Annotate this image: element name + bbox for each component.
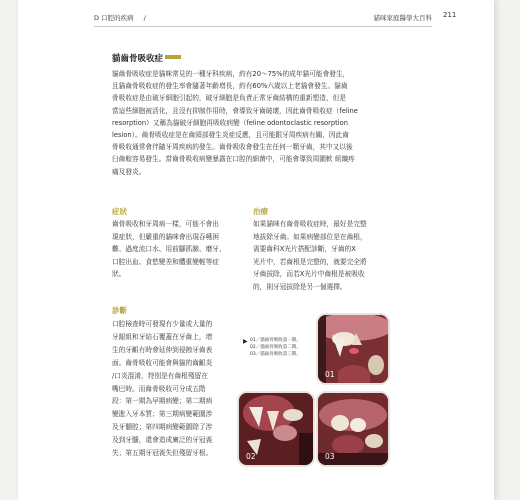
diagnosis-line: 牙龈組和牙結石覆蓋在牙齒上，增 xyxy=(112,332,213,341)
title-accent-bar xyxy=(165,55,181,59)
diagnosis-line: 失；第五期牙冠喪失但殘留牙根。 xyxy=(112,449,213,458)
intro-paragraph xyxy=(112,68,430,178)
running-header xyxy=(94,8,432,27)
intro-line: resorption）又稱為貓破牙細胞再吸收病變（feline odontoclastic resorption xyxy=(112,118,348,127)
diagnosis-heading: 診斷 xyxy=(112,306,127,315)
diagnosis-line: 生的牙齦有時會延伸到侵蝕牙齒表 xyxy=(112,345,213,354)
legend-line: 02／貓齒骨吸收第二期。 xyxy=(250,345,301,351)
intro-line: 當這些細胞被活化，且沒有抑制作用時，會導致牙齒破壞，因此齒骨吸收症（feline xyxy=(112,106,358,115)
diagnosis-line: 段：第一期為早期病變；第二期病 xyxy=(112,397,213,406)
diagnosis-line: 口腔檢查時可發現有少量或大量的 xyxy=(112,320,213,328)
page-number: 211 xyxy=(443,11,457,19)
diagnosis-line: 及牙髓腔；第四期病變範圍除了涉 xyxy=(112,423,213,432)
treatment-heading: 治療 xyxy=(253,207,268,216)
treatment-line: 的，則牙冠拔除是另一個選擇。 xyxy=(253,282,347,291)
diagnosis-line: /口炎混淆，特別是有齒根殘留在 xyxy=(112,371,208,380)
diagnosis-line: 變進入牙本質；第三期病變範圍涉 xyxy=(112,410,213,419)
diagnosis-line: 及到牙髓，還會造成廣泛的牙冠喪 xyxy=(112,436,213,445)
symptoms-heading: 症狀 xyxy=(112,207,127,216)
symptoms-line: 齒骨吸收和牙周病一樣，可能不會出 xyxy=(112,220,219,228)
treatment-line: 如果貓咪有齒骨吸收症時，最好是完整 xyxy=(253,220,367,228)
symptoms-line: 難、過度流口水、用前腳抓臉、磨牙、 xyxy=(112,245,226,254)
symptoms-line: 現症狀，但嚴重的貓咪會出現吞嚥困 xyxy=(112,232,219,241)
photo-number: 01 xyxy=(325,370,335,379)
intro-line: 骨吸收通常會伴隨牙周疾病的發生。齒骨吸收會發生在任何一顆牙齒，其中又以後 xyxy=(112,143,353,152)
intro-line: 骨吸收症是由破牙細胞引起的，破牙細胞是負責正常牙齒結構的重新塑造，但是 xyxy=(112,94,347,103)
photo-number: 03 xyxy=(325,452,335,461)
symptoms-line: 狀。 xyxy=(112,270,126,279)
legend-line: 01／貓齒骨吸收第一期。 xyxy=(250,338,301,343)
dental-photo-02 xyxy=(237,391,315,467)
treatment-line: 需要齒科X光片搭配診斷，牙齒的X xyxy=(253,245,356,254)
diagnosis-text xyxy=(112,318,234,460)
intro-line: 臼齒較容易發生。當齒骨吸收病變暴露在口腔的細菌中，可能會導致周圍軟 組織疼 xyxy=(112,155,355,164)
treatment-line: 光片中，若齒根是完整的，就要完全將 xyxy=(253,257,367,266)
legend-arrow-icon: ▶ xyxy=(243,338,248,345)
section-title: 貓齒骨吸收症 xyxy=(112,54,164,64)
diagnosis-line: 嘴巴時。而齒骨吸收可分成五階 xyxy=(112,384,206,393)
symptoms-line: 口腔出血、食慾變差和體重變輕等症 xyxy=(112,257,219,266)
header-slash: / xyxy=(143,14,146,22)
intro-line: 痛及發炎。 xyxy=(112,167,146,176)
intro-line: lesion）。齒骨吸收症是在齒頸部發生炎症反應，且可能跟牙周疾病有關，因此齒 xyxy=(112,131,349,140)
intro-line: 且貓齒骨吸收症的發生率會隨著年齡增長，約有60%六歲以上老貓會發生。貓齒 xyxy=(112,82,348,91)
treatment-text xyxy=(253,218,393,294)
header-section-text: D 口腔的疾病 xyxy=(94,14,134,22)
dental-photo-01 xyxy=(316,313,390,385)
photo-number: 02 xyxy=(246,452,256,461)
figure-legend xyxy=(243,337,301,359)
header-section xyxy=(94,13,146,22)
treatment-line: 地拔除牙齒。如果病變部位是在齒根， xyxy=(253,232,367,241)
intro-line: 貓齒骨吸收症是貓咪常見的一種牙科疾病，約有20～75%的成年貓可能會發生， xyxy=(112,70,350,78)
symptoms-text xyxy=(112,218,240,281)
header-book-title: 貓咪家庭醫學大百科 xyxy=(373,14,432,22)
legend-line: 03／貓齒骨吸收第三期。 xyxy=(250,352,301,358)
diagnosis-line: 面。齒骨吸收可能會與貓的齒齦炎 xyxy=(112,358,213,367)
dental-photo-03 xyxy=(316,391,390,467)
treatment-line: 牙齒拔除，而若X光片中齒根是被吸收 xyxy=(253,270,365,279)
